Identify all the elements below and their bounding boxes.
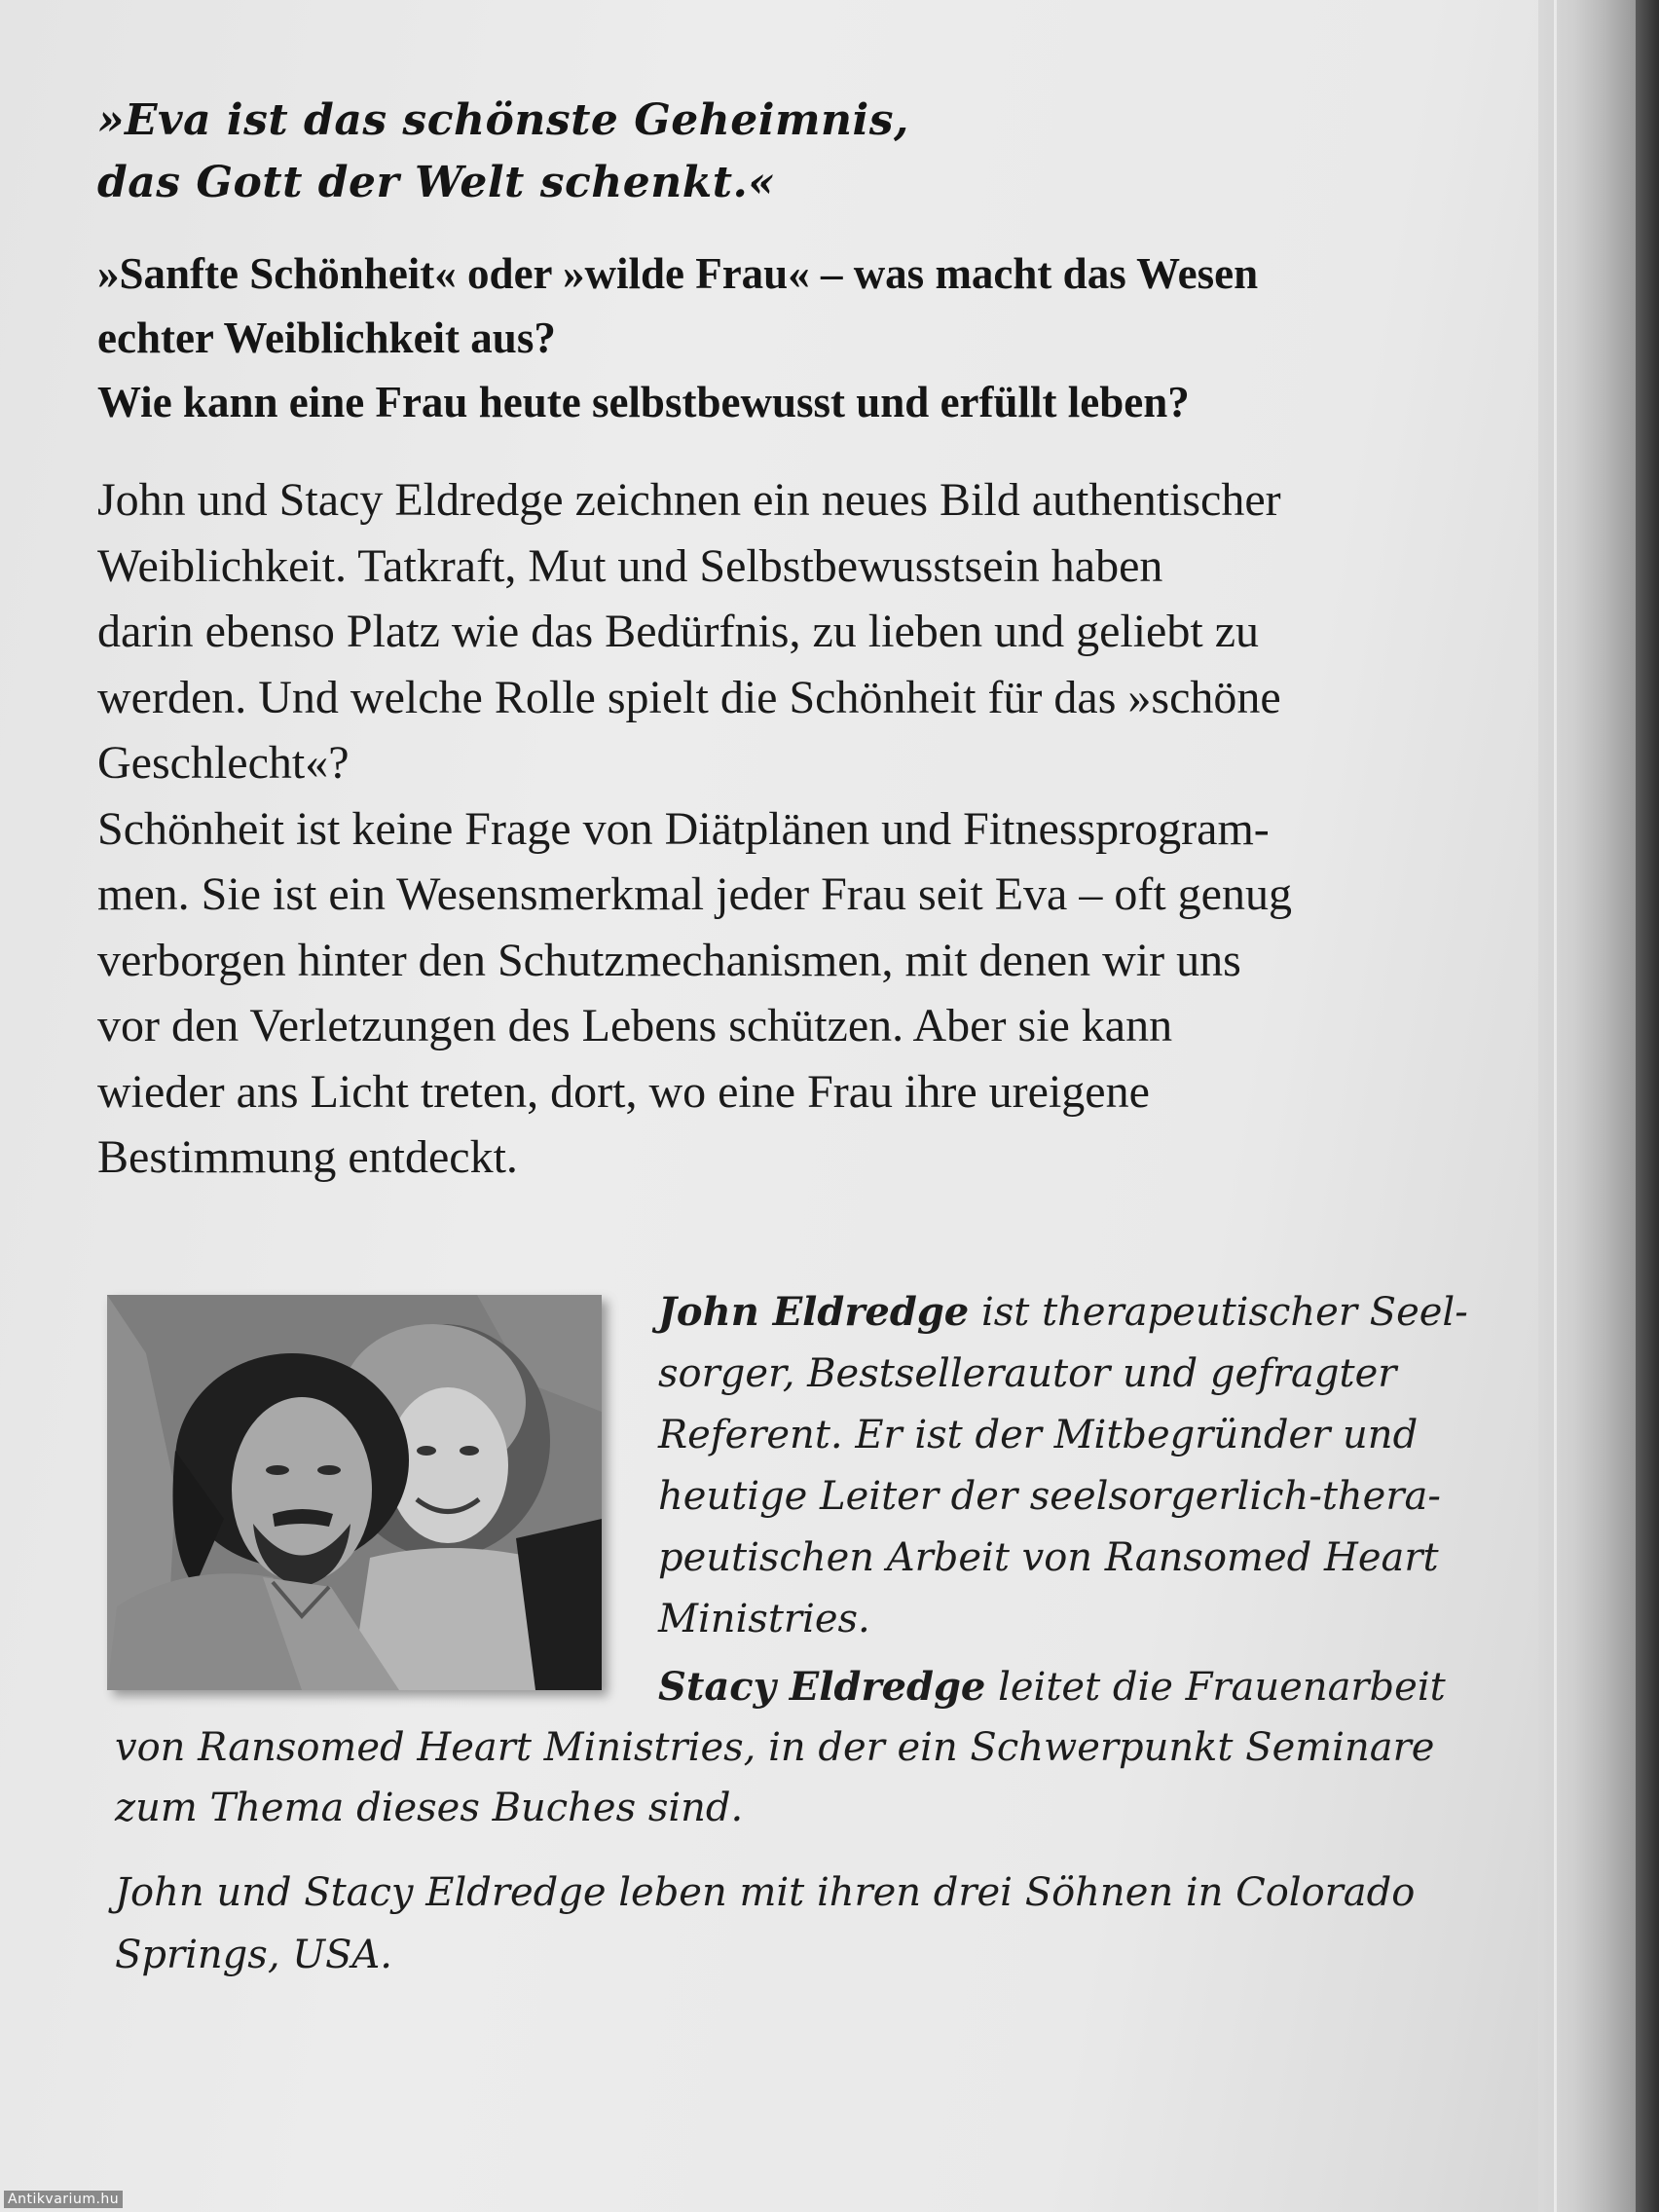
bio-line: heutige Leiter der seelsorgerlich-thera-	[658, 1474, 1441, 1519]
bio-john-line-1	[658, 1281, 1495, 1344]
subhead-line-2: echter Weiblichkeit aus?	[97, 313, 556, 362]
author-photo	[107, 1295, 602, 1690]
body-line: John und Stacy Eldredge zeichnen ein neues Bild authentischer	[97, 474, 1281, 526]
subheading	[97, 241, 1480, 434]
bio-john-line-1-rest: ist therapeutischer Seel-	[969, 1290, 1468, 1335]
body-line: Schönheit ist keine Frage von Diätplänen und Fitnessprogram-	[97, 802, 1270, 855]
body-line: Geschlecht«?	[97, 737, 350, 789]
headline-line-1: »Eva ist das schönste Geheimnis,	[97, 95, 909, 145]
body-line: men. Sie ist ein Wesensmerkmal jeder Frau seit Eva – oft genug	[97, 868, 1292, 920]
closing-line-2: Springs, USA.	[115, 1933, 392, 1977]
author-photo-illustration	[107, 1295, 602, 1690]
headline-quote	[97, 90, 1168, 214]
bio-stacy-line-1-rest: leitet die Frauenarbeit	[985, 1665, 1446, 1710]
bio-line: Referent. Er ist der Mitbegründer und	[658, 1413, 1419, 1457]
author-name-john: John Eldredge	[658, 1289, 970, 1335]
body-line: verborgen hinter den Schutzmechanismen, mit denen wir uns	[97, 934, 1241, 986]
bio-john	[658, 1281, 1495, 1650]
body-line: darin ebenso Platz wie das Bedürfnis, zu lieben und geliebt zu	[97, 606, 1259, 657]
bio-stacy-line-2: von Ransomed Heart Ministries, in der ein Schwerpunkt Seminare	[115, 1725, 1435, 1770]
body-line: Weiblichkeit. Tatkraft, Mut und Selbstbewusstsein haben	[97, 539, 1163, 592]
bio-stacy	[115, 1657, 1497, 1838]
body-line: werden. Und welche Rolle spielt die Schönheit für das »schöne	[97, 671, 1281, 723]
body-line: vor den Verletzungen des Lebens schützen. Aber sie kann	[97, 1000, 1173, 1051]
book-edge	[1636, 0, 1659, 2212]
description-body	[97, 467, 1499, 1191]
body-line: wieder ans Licht treten, dort, wo eine Frau ihre ureigene	[97, 1065, 1150, 1118]
bio-line: peutischen Arbeit von Ransomed Heart	[658, 1535, 1439, 1580]
author-name-stacy: Stacy Eldredge	[658, 1664, 986, 1710]
bio-stacy-line-3: zum Thema dieses Buches sind.	[115, 1786, 744, 1830]
headline-line-2: das Gott der Welt schenkt.«	[97, 158, 776, 207]
bio-line: Ministries.	[658, 1597, 870, 1641]
subhead-line-1: »Sanfte Schönheit« oder »wilde Frau« – was macht das Wesen	[97, 249, 1259, 298]
closing-line-1: John und Stacy Eldredge leben mit ihren drei Söhnen in Colorado	[115, 1870, 1416, 1915]
bio-stacy-line-1	[115, 1657, 1497, 1717]
subhead-line-3: Wie kann eine Frau heute selbstbewusst und erfüllt leben?	[97, 378, 1190, 426]
watermark-label: Antikvarium.hu	[4, 2191, 123, 2208]
spine-highlight	[1554, 0, 1557, 2212]
body-line: Bestimmung entdeckt.	[97, 1131, 518, 1183]
bio-line: sorger, Bestsellerautor und gefragter	[658, 1351, 1397, 1396]
closing-note	[115, 1862, 1497, 1986]
